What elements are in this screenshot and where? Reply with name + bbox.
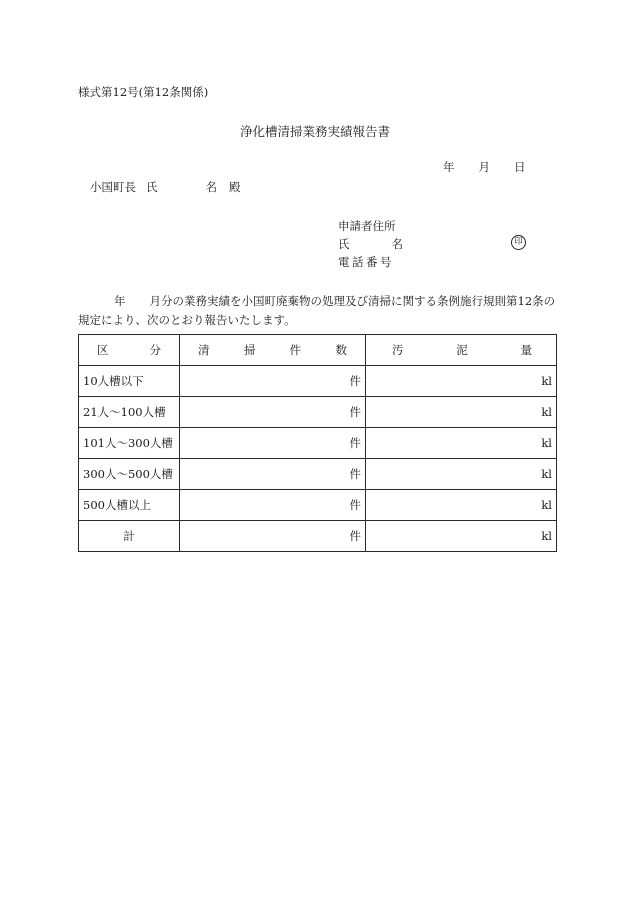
applicant-block xyxy=(338,217,403,271)
row-category: 101人～300人槽 xyxy=(79,428,180,459)
document-title: 浄化槽清掃業務実績報告書 xyxy=(239,124,390,139)
addressee-name-a: 氏 xyxy=(146,180,158,194)
row-count-cell[interactable]: 件 xyxy=(180,397,366,428)
table-row xyxy=(79,459,557,490)
applicant-name-label xyxy=(338,235,403,253)
table-row xyxy=(79,366,557,397)
row-count-cell[interactable]: 件 xyxy=(180,428,366,459)
report-table xyxy=(78,334,557,552)
row-count-cell[interactable]: 件 xyxy=(180,366,366,397)
row-category: 500人槽以上 xyxy=(79,490,180,521)
row-category-total: 計 xyxy=(79,521,180,552)
row-volume-cell[interactable]: kl xyxy=(366,490,557,521)
total-count-cell[interactable]: 件 xyxy=(180,521,366,552)
date-year-label: 年 xyxy=(443,160,455,174)
header-category: 区 分 xyxy=(79,335,180,366)
applicant-address-label: 申請者住所 xyxy=(338,219,396,233)
row-volume-cell[interactable]: kl xyxy=(366,459,557,490)
row-count-cell[interactable]: 件 xyxy=(180,490,366,521)
table-row xyxy=(79,428,557,459)
table-total-row xyxy=(79,521,557,552)
total-volume-cell[interactable]: kl xyxy=(366,521,557,552)
row-count-cell[interactable]: 件 xyxy=(180,459,366,490)
row-category: 10人槽以下 xyxy=(79,366,180,397)
statement-text: 月分の業務実績を小国町廃棄物の処理及び清掃に関する条例施行規則第12条の規定により、次のとおり報告いたします。 xyxy=(78,294,556,327)
addressee-office: 小国町長 xyxy=(90,180,136,194)
header-cleaning-count: 清 掃 件 数 xyxy=(180,335,366,366)
header-sludge-volume: 汚 泥 量 xyxy=(366,335,557,366)
report-statement xyxy=(78,292,560,330)
form-number: 様式第12号(第12条関係) xyxy=(78,85,209,99)
row-volume-cell[interactable]: kl xyxy=(366,428,557,459)
date-day-label: 日 xyxy=(514,160,526,174)
row-volume-cell[interactable]: kl xyxy=(366,366,557,397)
statement-year-label: 年 xyxy=(114,294,126,308)
seal-mark: 印 xyxy=(511,235,526,250)
addressee-name-b: 名 xyxy=(205,180,217,194)
table-row xyxy=(79,490,557,521)
date-line xyxy=(443,159,526,175)
addressee xyxy=(90,179,241,195)
date-month-label: 月 xyxy=(478,160,490,174)
row-volume-cell[interactable]: kl xyxy=(366,397,557,428)
applicant-name-label-b: 名 xyxy=(391,237,403,251)
row-category: 300人～500人槽 xyxy=(79,459,180,490)
table-header-row xyxy=(79,335,557,366)
row-category: 21人～100人槽 xyxy=(79,397,180,428)
table-row xyxy=(79,397,557,428)
applicant-name-label-a: 氏 xyxy=(338,237,350,251)
applicant-phone-label: 電話番号 xyxy=(338,255,394,269)
addressee-honorific: 殿 xyxy=(229,180,241,194)
